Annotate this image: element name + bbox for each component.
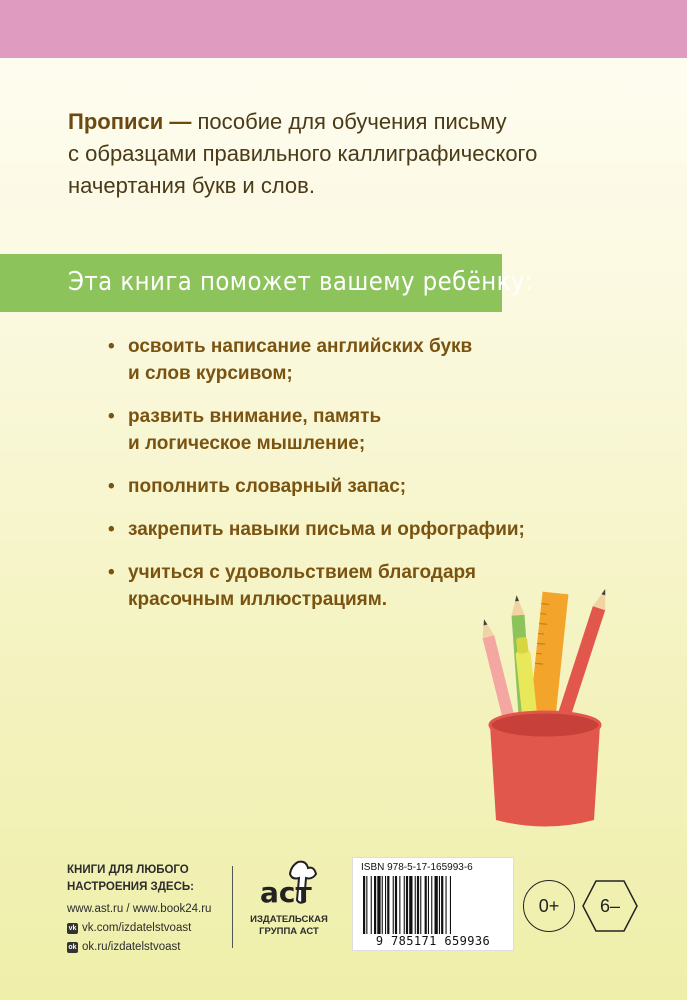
benefit-line: и логическое мышление; (128, 433, 366, 454)
barcode-icon (363, 876, 503, 934)
age-rating-text: 0+ (538, 895, 560, 916)
intro-line3: начертания букв и слов. (68, 173, 315, 198)
age-rating-badge (523, 880, 575, 932)
age-recommendation-badge (582, 880, 638, 932)
age-recommendation-text: 6– (599, 895, 621, 916)
benefit-line: • пополнить словарный запас; (128, 476, 407, 497)
intro-line2: с образцами правильного каллиграфического (68, 141, 538, 166)
benefit-line: • освоить написание английских букв (128, 336, 473, 357)
publisher-block (244, 858, 334, 938)
pencil-cup-illustration (470, 575, 620, 830)
publisher-name-line: ИЗДАТЕЛЬСКАЯ (250, 914, 328, 925)
ok-link[interactable] (67, 938, 232, 957)
top-color-band (0, 0, 687, 58)
publisher-name-line: ГРУППА АСТ (259, 926, 319, 937)
ast-logo-icon (254, 858, 324, 910)
odnoklassniki-icon: ok (68, 944, 77, 951)
publisher-name (244, 914, 334, 938)
benefit-line: красочным иллюстрациям. (128, 589, 388, 610)
footer-heading-line: НАСТРОЕНИЯ ЗДЕСЬ: (67, 881, 194, 893)
barcode-digits: 9 785171 659936 (375, 934, 491, 948)
benefit-line: и слов курсивом; (128, 363, 293, 384)
vk-link-text: vk.com/izdatelstvoast (82, 922, 192, 934)
intro-line1: пособие для обучения письму (191, 109, 507, 134)
site-links[interactable]: www.ast.ru / www.book24.ru (67, 903, 212, 915)
barcode-block (352, 857, 514, 951)
benefit-item (108, 403, 628, 457)
logo-text: аст (260, 876, 312, 909)
footer-divider (232, 866, 233, 948)
cup-icon (490, 712, 600, 827)
intro-term: Прописи — (68, 109, 192, 134)
footer-links (67, 900, 232, 957)
footer-info (67, 862, 232, 957)
green-banner (0, 254, 533, 312)
benefit-line: • учиться с удовольствием благодаря (128, 562, 476, 583)
banner-heading: Эта книга поможет вашему ребёнку: (68, 267, 533, 297)
benefit-item (108, 333, 628, 387)
vk-icon: vk (68, 925, 77, 932)
intro-paragraph (68, 106, 628, 202)
benefit-line: • закрепить навыки письма и орфографии; (128, 519, 525, 540)
vk-link[interactable] (67, 919, 232, 938)
benefit-item (108, 516, 628, 543)
ok-link-text: ok.ru/izdatelstvoast (82, 941, 181, 953)
benefit-line: • развить внимание, память (128, 406, 382, 427)
benefit-item (108, 473, 628, 500)
footer-heading (67, 862, 232, 896)
isbn-label: ISBN 978-5-17-165993-6 (361, 862, 473, 873)
footer-heading-line: КНИГИ ДЛЯ ЛЮБОГО (67, 864, 189, 876)
